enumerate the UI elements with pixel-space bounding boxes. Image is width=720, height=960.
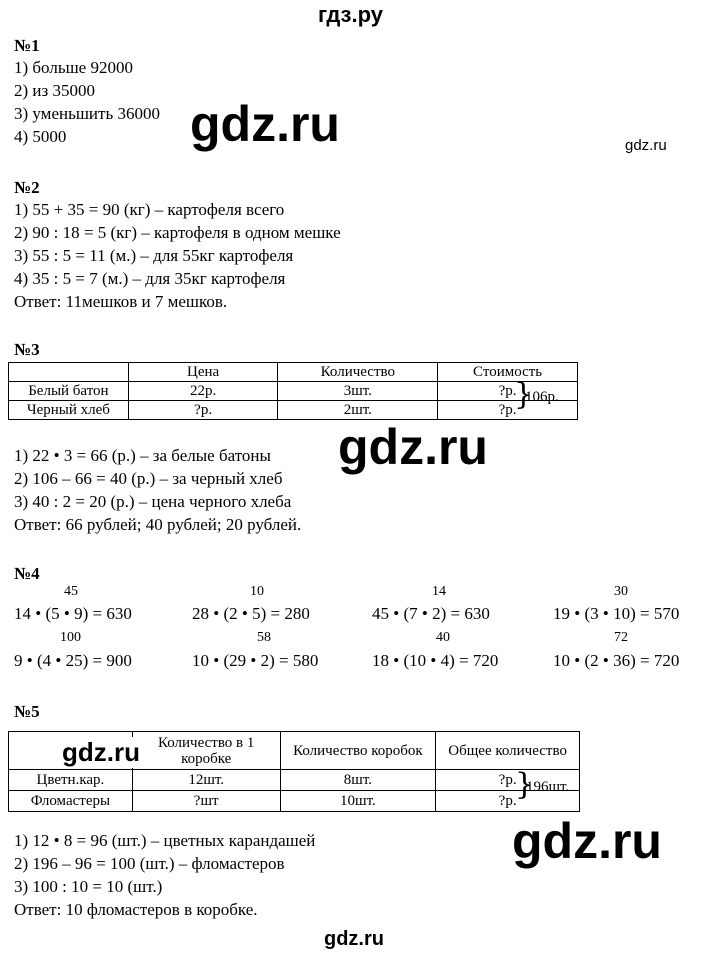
table-header-cell: Цена: [128, 363, 278, 382]
expression: 10 • (2 • 36) = 720: [553, 651, 680, 670]
task5-line: 2) 196 – 96 = 100 (шт.) – фломастеров: [14, 854, 285, 873]
expression: 10 • (29 • 2) = 580: [192, 651, 319, 670]
table-cell: 22р.: [128, 382, 278, 401]
table-total: 106р.: [525, 389, 559, 405]
table-cell: ?р.: [438, 382, 578, 401]
task2-answer: Ответ: 11мешков и 7 мешков.: [14, 292, 228, 311]
partial-result: 14: [432, 584, 446, 599]
watermark-small: gdz.ru: [625, 137, 667, 154]
expression: 9 • (4 • 25) = 900: [14, 651, 132, 670]
site-footer: gdz.ru: [324, 928, 384, 950]
task2-line: 1) 55 + 35 = 90 (кг) – картофеля всего: [14, 200, 285, 219]
table-cell: ?р.: [436, 791, 580, 812]
table-cell: 10шт.: [280, 791, 436, 812]
partial-result: 30: [614, 584, 628, 599]
partial-result: 100: [60, 630, 81, 645]
partial-result: 72: [614, 630, 628, 645]
brace-icon: }: [514, 377, 534, 412]
partial-result: 40: [436, 630, 450, 645]
table-cell: 3шт.: [278, 382, 438, 401]
watermark: gdz.ru: [62, 737, 140, 767]
table-row: [9, 791, 580, 812]
task1-line: 1) больше 92000: [14, 58, 133, 77]
table-cell: 2шт.: [278, 401, 438, 420]
task1-line: 4) 5000: [14, 127, 67, 146]
table-header-cell: Количество: [278, 363, 438, 382]
table-header-cell: [9, 363, 129, 382]
partial-result: 45: [64, 584, 78, 599]
partial-result: 58: [257, 630, 271, 645]
task1-line: 3) уменьшить 36000: [14, 104, 160, 123]
task2-line: 4) 35 : 5 = 7 (м.) – для 35кг картофеля: [14, 269, 286, 288]
task2-line: 2) 90 : 18 = 5 (кг) – картофеля в одном мешке: [14, 223, 341, 242]
expression: 28 • (2 • 5) = 280: [192, 604, 310, 623]
watermark: gdz.ru: [338, 419, 488, 475]
task5-answer: Ответ: 10 фломастеров в коробке.: [14, 900, 258, 919]
expression: 18 • (10 • 4) = 720: [372, 651, 499, 670]
site-header: гдз.ру: [318, 2, 383, 27]
watermark: gdz.ru: [190, 96, 340, 152]
watermark: gdz.ru: [512, 813, 662, 869]
task3-answer: Ответ: 66 рублей; 40 рублей; 20 рублей.: [14, 515, 302, 534]
task3-line: 2) 106 – 66 = 40 (р.) – за черный хлеб: [14, 469, 283, 488]
table-cell: Белый батон: [9, 382, 129, 401]
table-cell: Черный хлеб: [9, 401, 129, 420]
brace-icon: }: [515, 767, 535, 802]
task1-line: 2) из 35000: [14, 81, 95, 100]
table-row: [9, 401, 578, 420]
table-cell: Фломастеры: [9, 791, 133, 812]
task3-line: 1) 22 • 3 = 66 (р.) – за белые батоны: [14, 446, 271, 465]
table-header-cell: Количество коробок: [280, 732, 436, 770]
table-cell: ?р.: [436, 770, 580, 791]
task4-title: №4: [14, 564, 40, 583]
expression: 45 • (7 • 2) = 630: [372, 604, 490, 623]
table-cell: ?р.: [438, 401, 578, 420]
task5-title: №5: [14, 702, 40, 721]
task5-line: 1) 12 • 8 = 96 (шт.) – цветных карандашей: [14, 831, 316, 850]
table-cell: ?р.: [128, 401, 278, 420]
table-header-cell: Стоимость: [438, 363, 578, 382]
table-header-cell: Количество в 1 коробке: [132, 732, 280, 770]
table-header-cell: Общее количество: [436, 732, 580, 770]
price-table: [8, 362, 578, 420]
task5-line: 3) 100 : 10 = 10 (шт.): [14, 877, 163, 896]
task3-title: №3: [14, 340, 40, 359]
table-cell: 12шт.: [132, 770, 280, 791]
partial-result: 10: [250, 584, 264, 599]
task3-line: 3) 40 : 2 = 20 (р.) – цена черного хлеба: [14, 492, 292, 511]
table-cell: ?шт: [132, 791, 280, 812]
table-cell: Цветн.кар.: [9, 770, 133, 791]
table-row: [9, 382, 578, 401]
expression: 14 • (5 • 9) = 630: [14, 604, 132, 623]
table-cell: 8шт.: [280, 770, 436, 791]
task2-line: 3) 55 : 5 = 11 (м.) – для 55кг картофеля: [14, 246, 294, 265]
task2-title: №2: [14, 178, 40, 197]
task1-title: №1: [14, 36, 40, 55]
table-total: 196шт.: [526, 779, 570, 795]
expression: 19 • (3 • 10) = 570: [553, 604, 680, 623]
table-row: [9, 770, 580, 791]
